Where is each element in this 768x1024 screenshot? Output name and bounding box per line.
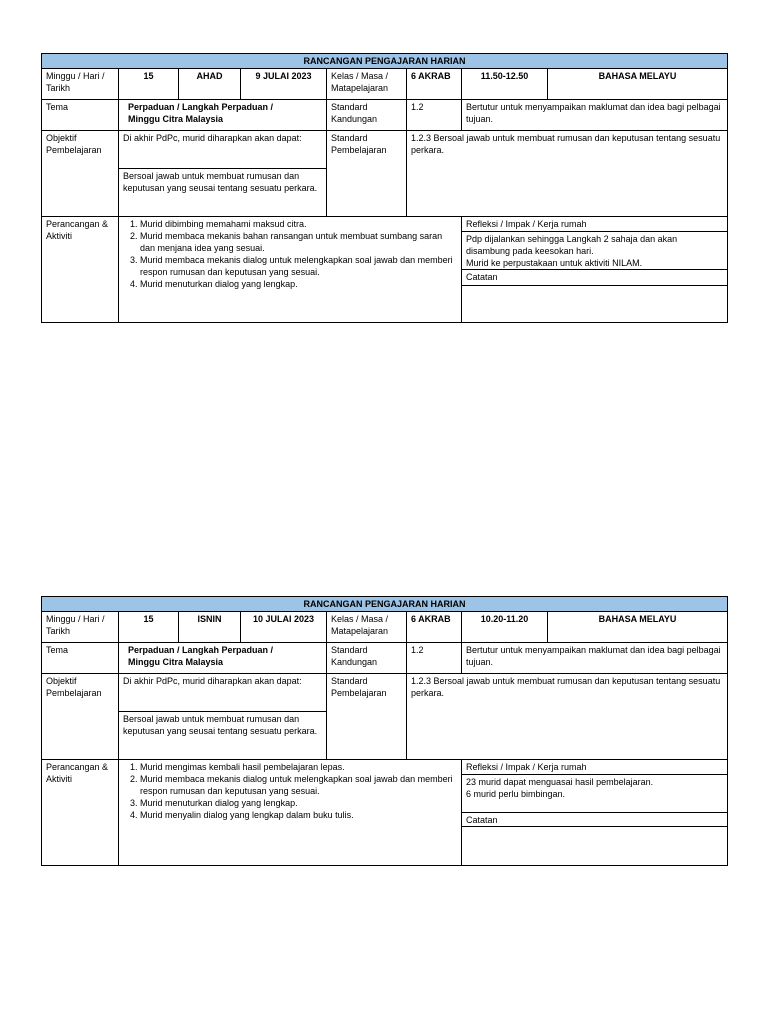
minggu-hari-tarikh-label: Minggu / Hari / Tarikh — [42, 612, 119, 643]
refleksi-label: Refleksi / Impak / Kerja rumah — [466, 219, 587, 229]
catatan-text — [462, 285, 727, 321]
objektif-cell — [119, 674, 327, 760]
tema-label: Tema — [42, 100, 119, 131]
refleksi-cell — [462, 217, 728, 323]
tema-label: Tema — [42, 643, 119, 674]
tema-value — [119, 643, 327, 674]
aktiviti-item: 4. Murid menyalin dialog yang lengkap dalam buku tulis. — [140, 809, 457, 821]
kelas-value: 6 AKRAB — [407, 69, 462, 100]
catatan-text — [462, 826, 727, 864]
objektif-intro: Di akhir PdPc, murid diharapkan akan dapat: — [123, 676, 302, 686]
tema-value — [119, 100, 327, 131]
tema-line-1: Perpaduan / Langkah Perpaduan / — [128, 645, 274, 655]
standard-kandungan-label: Standard Kandungan — [327, 643, 407, 674]
lesson-plan-table-1 — [41, 53, 728, 323]
objektif-text: Bersoal jawab untuk membuat rumusan dan keputusan yang seusai tentang sesuatu perkara. — [119, 168, 326, 195]
aktiviti-cell — [119, 217, 462, 323]
perancangan-aktiviti-label: Perancangan & Aktiviti — [42, 217, 119, 323]
refleksi-line: 23 murid dapat menguasai hasil pembelajaran. — [466, 777, 654, 787]
objektif-text: Bersoal jawab untuk membuat rumusan dan keputusan yang seusai tentang sesuatu perkara. — [119, 711, 326, 738]
sk-text: Bertutur untuk menyampaikan maklumat dan idea bagi pelbagai tujuan. — [462, 100, 728, 131]
aktiviti-item: 3. Murid membaca mekanis dialog untuk melengkapkan soal jawab dan memberi respon rumusan dan keputusan yang sesuai. — [140, 254, 457, 278]
standard-pembelajaran-label: Standard Pembelajaran — [327, 674, 407, 760]
catatan-label: Catatan — [462, 269, 727, 285]
objektif-label: Objektif Pembelajaran — [42, 131, 119, 217]
tarikh-value: 10 JULAI 2023 — [241, 612, 327, 643]
perancangan-aktiviti-label: Perancangan & Aktiviti — [42, 760, 119, 866]
kelas-value: 6 AKRAB — [407, 612, 462, 643]
sk-code: 1.2 — [407, 643, 462, 674]
refleksi-text — [462, 231, 727, 269]
aktiviti-cell — [119, 760, 462, 866]
matapelajaran-value: BAHASA MELAYU — [548, 612, 728, 643]
refleksi-text — [462, 774, 727, 812]
catatan-label: Catatan — [462, 812, 727, 826]
aktiviti-item: 4. Murid menuturkan dialog yang lengkap. — [140, 278, 457, 290]
refleksi-line: 6 murid perlu bimbingan. — [466, 789, 566, 799]
sk-code: 1.2 — [407, 100, 462, 131]
objektif-intro: Di akhir PdPc, murid diharapkan akan dapat: — [123, 133, 302, 143]
lesson-plan-table-2 — [41, 596, 728, 866]
tema-line-2: Minggu Citra Malaysia — [128, 114, 224, 124]
kelas-masa-matapelajaran-label: Kelas / Masa / Matapelajaran — [327, 612, 407, 643]
tarikh-value: 9 JULAI 2023 — [241, 69, 327, 100]
plan-header: RANCANGAN PENGAJARAN HARIAN — [42, 54, 728, 69]
objektif-label: Objektif Pembelajaran — [42, 674, 119, 760]
masa-value: 11.50-12.50 — [462, 69, 548, 100]
refleksi-line: Murid ke perpustakaan untuk aktiviti NILAM. — [466, 258, 643, 268]
minggu-value: 15 — [119, 612, 179, 643]
objektif-cell — [119, 131, 327, 217]
standard-pembelajaran-label: Standard Pembelajaran — [327, 131, 407, 217]
plan-header: RANCANGAN PENGAJARAN HARIAN — [42, 597, 728, 612]
minggu-hari-tarikh-label: Minggu / Hari / Tarikh — [42, 69, 119, 100]
refleksi-cell — [462, 760, 728, 866]
masa-value: 10.20-11.20 — [462, 612, 548, 643]
tema-line-2: Minggu Citra Malaysia — [128, 657, 224, 667]
aktiviti-list — [123, 218, 457, 290]
minggu-value: 15 — [119, 69, 179, 100]
hari-value: ISNIN — [179, 612, 241, 643]
refleksi-label: Refleksi / Impak / Kerja rumah — [466, 762, 587, 772]
sp-text: 1.2.3 Bersoal jawab untuk membuat rumusan dan keputusan tentang sesuatu perkara. — [407, 131, 728, 217]
standard-kandungan-label: Standard Kandungan — [327, 100, 407, 131]
hari-value: AHAD — [179, 69, 241, 100]
aktiviti-list — [123, 761, 457, 821]
aktiviti-item: 1. Murid dibimbing memahami maksud citra. — [140, 218, 457, 230]
kelas-masa-matapelajaran-label: Kelas / Masa / Matapelajaran — [327, 69, 407, 100]
sp-text: 1.2.3 Bersoal jawab untuk membuat rumusan dan keputusan tentang sesuatu perkara. — [407, 674, 728, 760]
matapelajaran-value: BAHASA MELAYU — [548, 69, 728, 100]
aktiviti-item: 1. Murid mengimas kembali hasil pembelajaran lepas. — [140, 761, 457, 773]
aktiviti-item: 2. Murid membaca mekanis bahan ransangan untuk membuat sumbang saran dan menjana idea yang sesuai. — [140, 230, 457, 254]
aktiviti-item: 2. Murid membaca mekanis dialog untuk melengkapkan soal jawab dan memberi respon rumusan dan keputusan yang sesuai. — [140, 773, 457, 797]
tema-line-1: Perpaduan / Langkah Perpaduan / — [128, 102, 274, 112]
aktiviti-item: 3. Murid menuturkan dialog yang lengkap. — [140, 797, 457, 809]
sk-text: Bertutur untuk menyampaikan maklumat dan idea bagi pelbagai tujuan. — [462, 643, 728, 674]
refleksi-line: Pdp dijalankan sehingga Langkah 2 sahaja dan akan disambung pada keesokan hari. — [466, 234, 678, 256]
